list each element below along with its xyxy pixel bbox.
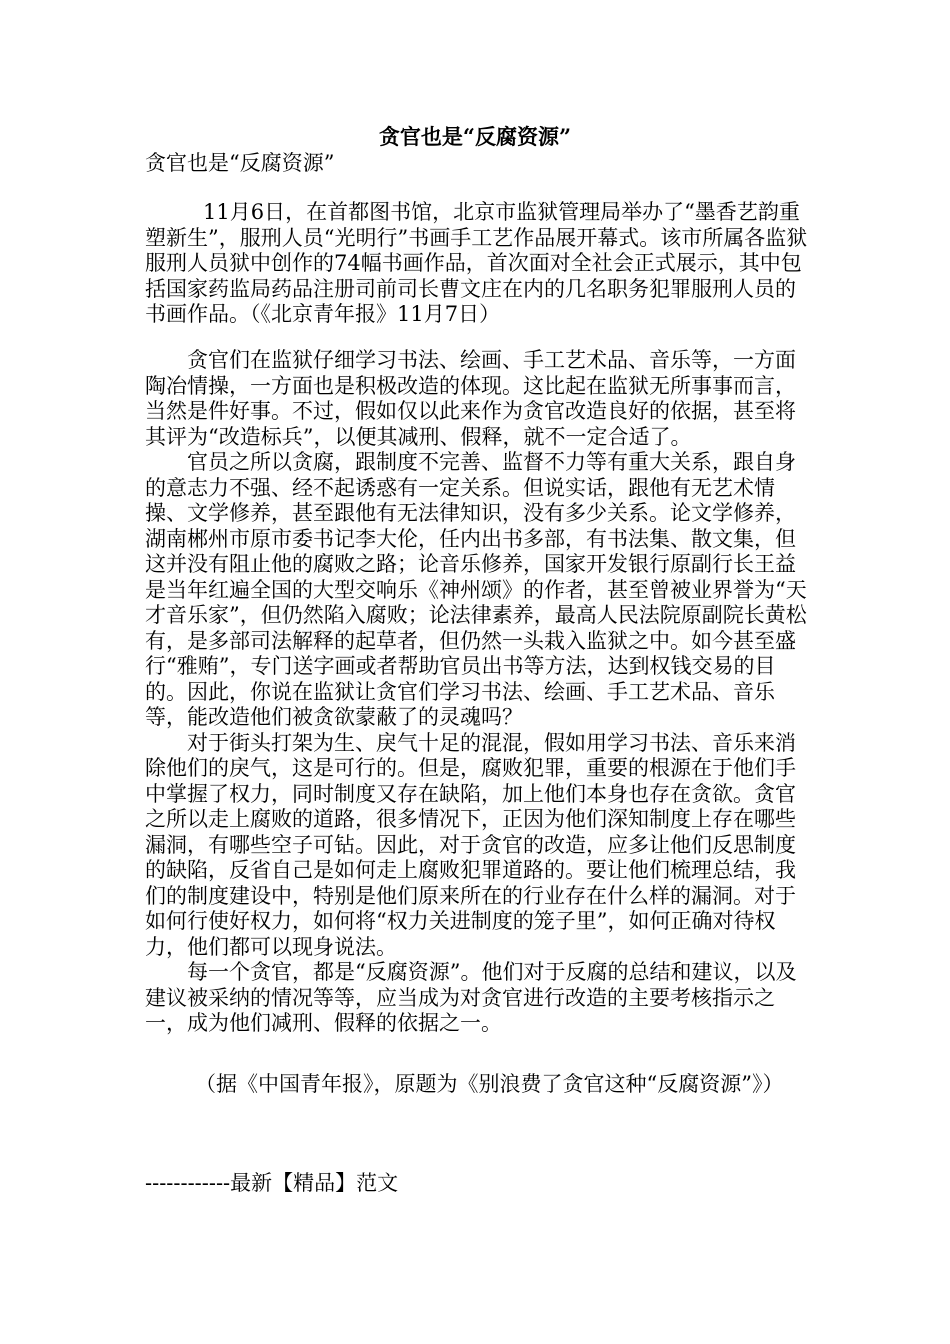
body-paragraph: 贪官们在监狱仔细学习书法、绘画、手工艺术品、音乐等，一方面陶冶情操，一方面也是积极改造的体现。这比起在监狱无所事事而言，当然是件好事。不过，假如仅以此来作为贪官改造良好的依据，甚至将其评为“改造标兵”，以便其减刑、假释，就不一定合适了。: [145, 348, 796, 449]
body-paragraph: 对于街头打架为生、戾气十足的混混，假如用学习书法、音乐来消除他们的戾气，这是可行的。但是，腐败犯罪，重要的根源在于他们手中掌握了权力，同时制度又存在缺陷，加上他们本身也存在贪欲。贪官之所以走上腐败的道路，很多情况下，正因为他们深知制度上存在哪些漏洞，有哪些空子可钻。因此，对于贪官的改造，应多让他们反思制度的缺陷，反省自己是如何走上腐败犯罪道路的。要让他们梳理总结，我们的制度建设中，特别是他们原来所在的行业存在什么样的漏洞。对于如何行使好权力，如何将“权力关进制度的笼子里”，如何正确对待权力，他们都可以现身说法。: [145, 730, 796, 959]
document-title: 贪官也是“反腐资源”: [378, 124, 572, 149]
intro-paragraph: 11月6日，在首都图书馆，北京市监狱管理局举办了“墨香艺韵重塑新生”，服刑人员“光明行”书画手工艺作品展开幕式。该市所属各监狱服刑人员狱中创作的74幅书画作品，首次面对全社会正式展示，其中包括国家药监局药品注册司前司长曹文庄在内的几名职务犯罪服刑人员的书画作品。（《北京青年报》11月7日）: [145, 200, 808, 326]
source-note: （据《中国青年报》，原题为《别浪费了贪官这种“反腐资源”》）: [195, 1072, 784, 1096]
article-body: [145, 348, 809, 1037]
body-paragraph: 官员之所以贪腐，跟制度不完善、监督不力等有重大关系，跟自身的意志力不强、经不起诱惑有一定关系。但说实话，跟他有无艺术情操、文学修养，甚至跟他有无法律知识，没有多少关系。论文学修养，湖南郴州市原市委书记李大伦，任内出书多部，有书法集、散文集，但这并没有阻止他的腐败之路；论音乐修养，国家开发银行原副行长王益是当年红遍全国的大型交响乐《神州颂》的作者，甚至曾被业界誉为“天才音乐家”，但仍然陷入腐败；论法律素养，最高人民法院原副院长黄松有，是多部司法解释的起草者，但仍然一头栽入监狱之中。如今甚至盛行“雅贿”，专门送字画或者帮助官员出书等方法，达到权钱交易的目的。因此，你说在监狱让贪官们学习书法、绘画、手工艺术品、音乐等，能改造他们被贪欲蒙蔽了的灵魂吗？: [145, 450, 807, 729]
footer-text: ------------最新【精品】范文: [145, 1171, 399, 1195]
body-paragraph: 每一个贪官，都是“反腐资源”。他们对于反腐的总结和建议，以及建议被采纳的情况等等，应当成为对贪官进行改造的主要考核指示之一，成为他们减刑、假释的依据之一。: [145, 960, 797, 1035]
document-subtitle: 贪官也是“反腐资源”: [145, 151, 335, 175]
